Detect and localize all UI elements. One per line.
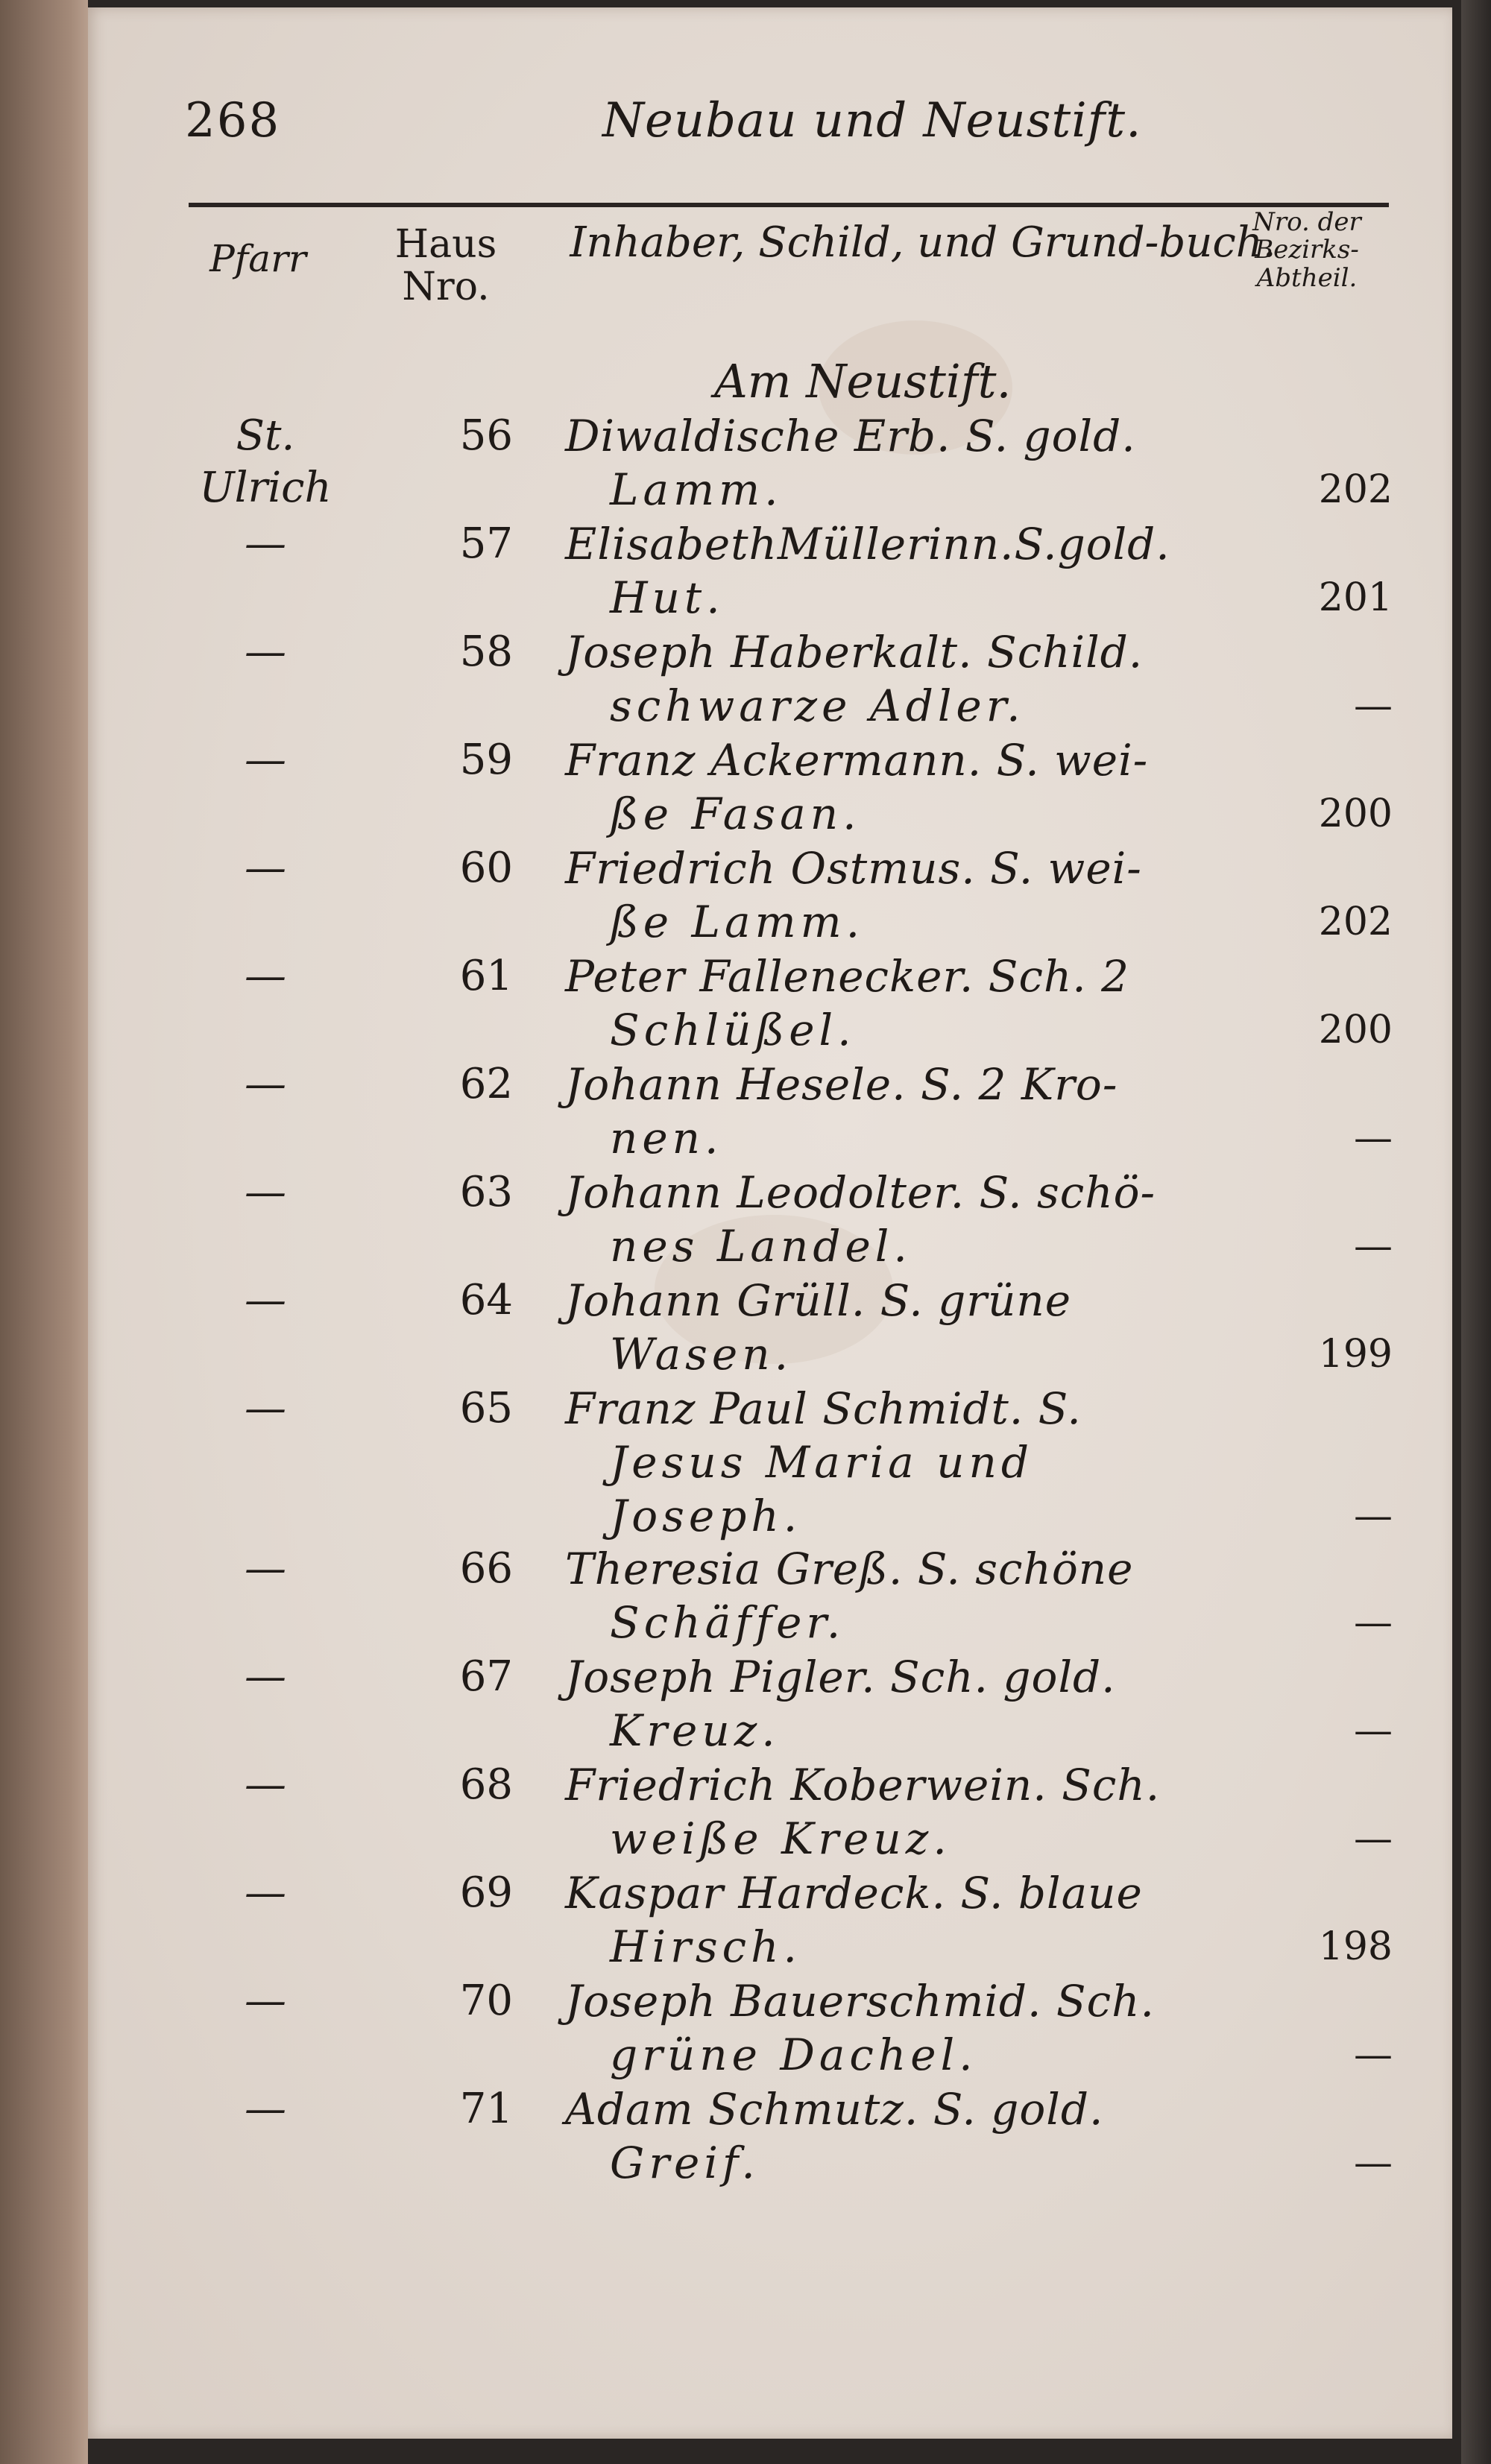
entry-pfarr: — <box>245 1977 286 2025</box>
entry-text-line2: Kreuz. <box>610 1705 780 1756</box>
entry-bezirk: 201 <box>1318 575 1393 620</box>
column-header-pfarr: Pfarr <box>209 237 306 280</box>
running-title: Neubau und Neustift. <box>602 93 1142 148</box>
entry-pfarr: — <box>245 1544 286 1593</box>
section-title: Am Neustift. <box>714 354 1012 408</box>
list-item <box>88 1543 1452 1651</box>
entry-bezirk: 199 <box>1318 1332 1393 1377</box>
entry-text-line2: ße Fasan. <box>610 789 861 839</box>
entry-text-line1: Diwaldische Erb. S. gold. <box>565 411 1136 461</box>
entry-haus-nro: 57 <box>459 519 513 568</box>
entry-text-line2: nes Landel. <box>610 1221 912 1272</box>
list-item <box>88 626 1452 734</box>
entry-text-line2: schwarze Adler. <box>610 680 1025 731</box>
list-item <box>88 1058 1452 1166</box>
list-item <box>88 1651 1452 1759</box>
list-item <box>88 1166 1452 1274</box>
entry-text-line2: weiße Kreuz. <box>610 1813 951 1864</box>
entry-pfarr: — <box>245 1384 286 1432</box>
book-spine <box>0 0 88 2464</box>
list-item <box>88 1383 1452 1543</box>
list-item <box>88 1759 1452 1867</box>
entry-text-line2: Jesus Maria und <box>610 1437 1033 1488</box>
page-edge <box>1461 0 1491 2464</box>
entry-haus-nro: 56 <box>459 411 513 460</box>
entry-list <box>88 7 1452 2439</box>
list-item <box>88 1867 1452 1975</box>
entry-pfarr: — <box>245 1652 286 1701</box>
entry-text-line1: Peter Fallenecker. Sch. 2 <box>565 951 1130 1002</box>
entry-text-line2: grüne Dachel. <box>610 2029 977 2080</box>
entry-haus-nro: 58 <box>459 628 513 676</box>
entry-pfarr: — <box>245 844 286 892</box>
entry-haus-nro: 71 <box>459 2085 513 2133</box>
entry-text-line2: Hut. <box>610 572 725 623</box>
entry-text-line1: Theresia Greß. S. schöne <box>565 1544 1134 1594</box>
entry-bezirk: 198 <box>1318 1924 1393 1969</box>
entry-bezirk: 200 <box>1318 792 1393 836</box>
entry-text-line3: Joseph. <box>610 1491 802 1541</box>
entry-haus-nro: 61 <box>459 952 513 1000</box>
entry-bezirk: — <box>1354 1224 1393 1269</box>
list-item <box>88 1975 1452 2083</box>
entry-text-line1: Franz Paul Schmidt. S. <box>565 1383 1082 1434</box>
column-header-bezirk-line1: Nro. der <box>1252 207 1361 237</box>
entry-haus-nro: 70 <box>459 1977 513 2025</box>
entry-bezirk: — <box>1354 683 1393 728</box>
entry-bezirk: — <box>1354 1116 1393 1160</box>
entry-text-line2: nen. <box>610 1113 723 1163</box>
entry-pfarr-line1: St. <box>236 411 295 460</box>
entry-bezirk: 200 <box>1318 1008 1393 1052</box>
entry-pfarr: — <box>245 628 286 676</box>
entry-pfarr-line2: Ulrich <box>199 464 332 512</box>
entry-pfarr: — <box>245 736 286 784</box>
entry-bezirk: — <box>1354 1708 1393 1753</box>
entry-bezirk: 202 <box>1318 467 1393 512</box>
list-item <box>88 734 1452 842</box>
column-header-bezirk-line2: Bezirks- <box>1255 235 1359 265</box>
entry-text-line2: Hirsch. <box>610 1921 801 1972</box>
entry-pfarr: — <box>245 1868 286 1917</box>
entry-haus-nro: 66 <box>459 1544 513 1593</box>
entry-text-line1: Joseph Haberkalt. Schild. <box>565 627 1144 677</box>
list-item <box>88 950 1452 1058</box>
entry-pfarr: — <box>245 1760 286 1809</box>
entry-text-line1: Franz Ackermann. S. wei- <box>565 735 1149 786</box>
list-item <box>88 2083 1452 2191</box>
entry-text-line2: Wasen. <box>610 1329 793 1380</box>
entry-haus-nro: 67 <box>459 1652 513 1701</box>
entry-bezirk: — <box>1354 1494 1393 1538</box>
entry-text-line1: Adam Schmutz. S. gold. <box>565 2084 1104 2135</box>
entry-pfarr: — <box>245 1168 286 1216</box>
entry-haus-nro: 64 <box>459 1276 513 1324</box>
entry-text-line2: Schlüßel. <box>610 1005 856 1055</box>
entry-text-line2: Lamm. <box>610 464 783 515</box>
entry-bezirk: — <box>1354 1816 1393 1861</box>
entry-haus-nro: 62 <box>459 1060 513 1108</box>
entry-pfarr <box>183 410 347 514</box>
entry-text-line1: Friedrich Koberwein. Sch. <box>565 1760 1161 1810</box>
list-item <box>88 842 1452 950</box>
entry-haus-nro: 69 <box>459 1868 513 1917</box>
list-item <box>88 518 1452 626</box>
entry-pfarr: — <box>245 519 286 568</box>
entry-bezirk: — <box>1354 1600 1393 1645</box>
entry-haus-nro: 68 <box>459 1760 513 1809</box>
column-header-haus-line2: Nro. <box>402 265 490 310</box>
entry-haus-nro: 60 <box>459 844 513 892</box>
entry-text-line2: Schäffer. <box>610 1597 845 1648</box>
entry-pfarr: — <box>245 952 286 1000</box>
entry-text-line1: ElisabethMüllerinn.S.gold. <box>565 519 1170 569</box>
entry-pfarr: — <box>245 1060 286 1108</box>
book-page <box>88 7 1452 2439</box>
entry-haus-nro: 63 <box>459 1168 513 1216</box>
entry-text-line1: Joseph Pigler. Sch. gold. <box>565 1652 1116 1702</box>
list-item <box>88 410 1452 518</box>
column-header-inhaber: Inhaber, Schild, und Grund-buch. <box>570 218 1276 267</box>
entry-haus-nro: 65 <box>459 1384 513 1432</box>
entry-text-line1: Friedrich Ostmus. S. wei- <box>565 843 1142 894</box>
entry-bezirk: — <box>1354 2141 1393 2185</box>
entry-pfarr: — <box>245 1276 286 1324</box>
entry-text-line1: Johann Hesele. S. 2 Kro- <box>565 1059 1118 1110</box>
entry-text-line2: ße Lamm. <box>610 897 865 947</box>
entry-bezirk: — <box>1354 2032 1393 2077</box>
entry-text-line2: Greif. <box>610 2138 760 2188</box>
list-item <box>88 1274 1452 1383</box>
entry-bezirk: 202 <box>1318 900 1393 944</box>
entry-text-line1: Johann Leodolter. S. schö- <box>565 1167 1156 1218</box>
entry-text-line1: Johann Grüll. S. grüne <box>565 1275 1072 1326</box>
column-header-bezirk-line3: Abtheil. <box>1256 262 1358 293</box>
page-number: 268 <box>185 93 281 148</box>
column-header-haus-line1: Haus <box>394 222 497 267</box>
entry-text-line1: Joseph Bauerschmid. Sch. <box>565 1976 1155 2027</box>
entry-pfarr: — <box>245 2085 286 2133</box>
entry-text-line1: Kaspar Hardeck. S. blaue <box>565 1868 1143 1918</box>
entry-haus-nro: 59 <box>459 736 513 784</box>
